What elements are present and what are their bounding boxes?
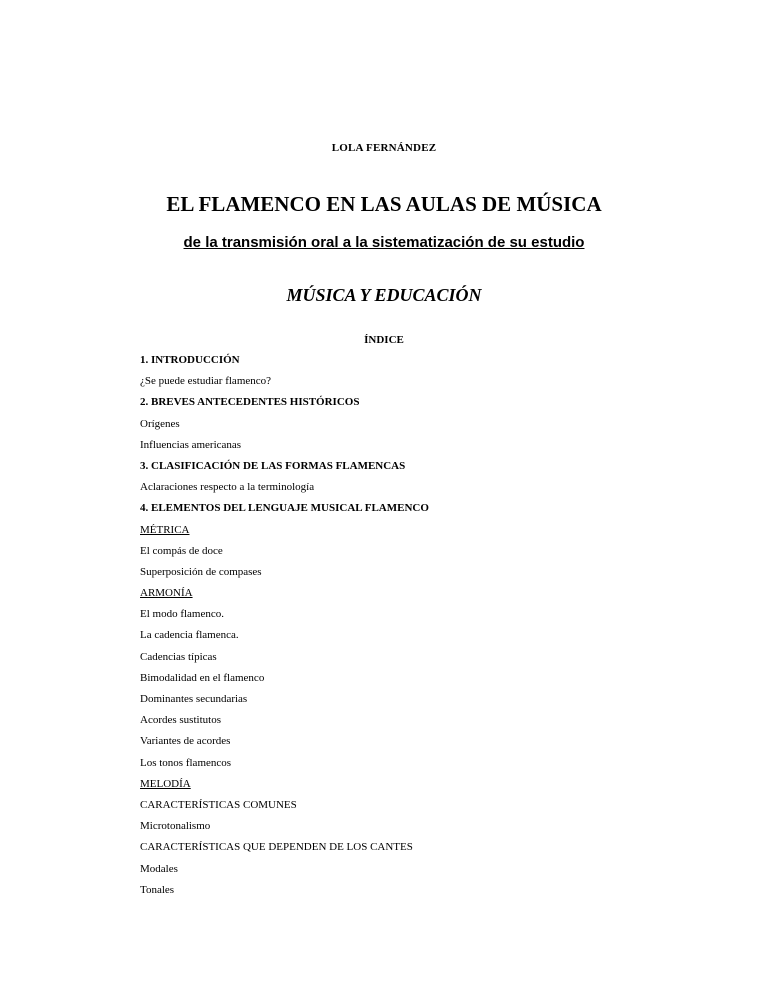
document-subtitle: de la transmisión oral a la sistematización de su estudio xyxy=(183,234,585,251)
toc-subsection-heading: MÉTRICA xyxy=(140,523,190,536)
toc-item: Orígenes xyxy=(140,417,180,430)
author-name: LOLA FERNÁNDEZ xyxy=(331,142,437,154)
toc-item: Tonales xyxy=(140,883,175,896)
toc-item: Dominantes secundarias xyxy=(140,693,248,705)
toc-item: CARACTERÍSTICAS QUE DEPENDEN DE LOS CANTES xyxy=(140,841,413,854)
toc-section-heading: 4. ELEMENTOS DEL LENGUAJE MUSICAL FLAMENCO xyxy=(140,502,429,515)
toc-item: El compás de doce xyxy=(140,544,223,557)
toc-item: Cadencias típicas xyxy=(140,650,217,663)
toc-section-heading: 3. CLASIFICACIÓN DE LAS FORMAS FLAMENCAS xyxy=(140,459,406,472)
toc-item: Aclaraciones respecto a la terminología xyxy=(140,481,315,494)
series-title: MÚSICA Y EDUCACIÓN xyxy=(286,285,482,305)
toc-section-heading: 2. BREVES ANTECEDENTES HISTÓRICOS xyxy=(140,396,360,409)
toc-item: Modales xyxy=(140,862,178,875)
toc-item: Acordes sustitutos xyxy=(140,714,221,727)
toc-item: Bimodalidad en el flamenco xyxy=(140,671,265,684)
toc-subsection-heading: ARMONÍA xyxy=(140,587,193,600)
toc-item: La cadencia flamenca. xyxy=(140,629,239,642)
toc-item: Variantes de acordes xyxy=(140,735,231,748)
toc-item: Microtonalismo xyxy=(140,820,211,833)
document-title: EL FLAMENCO EN LAS AULAS DE MÚSICA xyxy=(166,192,602,216)
toc-subsection-heading: MELODÍA xyxy=(140,777,191,790)
toc-item: Influencias americanas xyxy=(140,438,242,451)
toc-item: El modo flamenco. xyxy=(140,608,225,621)
toc-item: Superposición de compases xyxy=(140,565,262,578)
toc-item: Los tonos flamencos xyxy=(140,756,232,769)
table-of-contents xyxy=(140,350,700,901)
index-heading: ÍNDICE xyxy=(364,334,404,346)
toc-section-heading: 1. INTRODUCCIÓN xyxy=(140,354,240,366)
toc-item: ¿Se puede estudiar flamenco? xyxy=(140,375,272,388)
toc-item: CARACTERÍSTICAS COMUNES xyxy=(140,798,297,811)
